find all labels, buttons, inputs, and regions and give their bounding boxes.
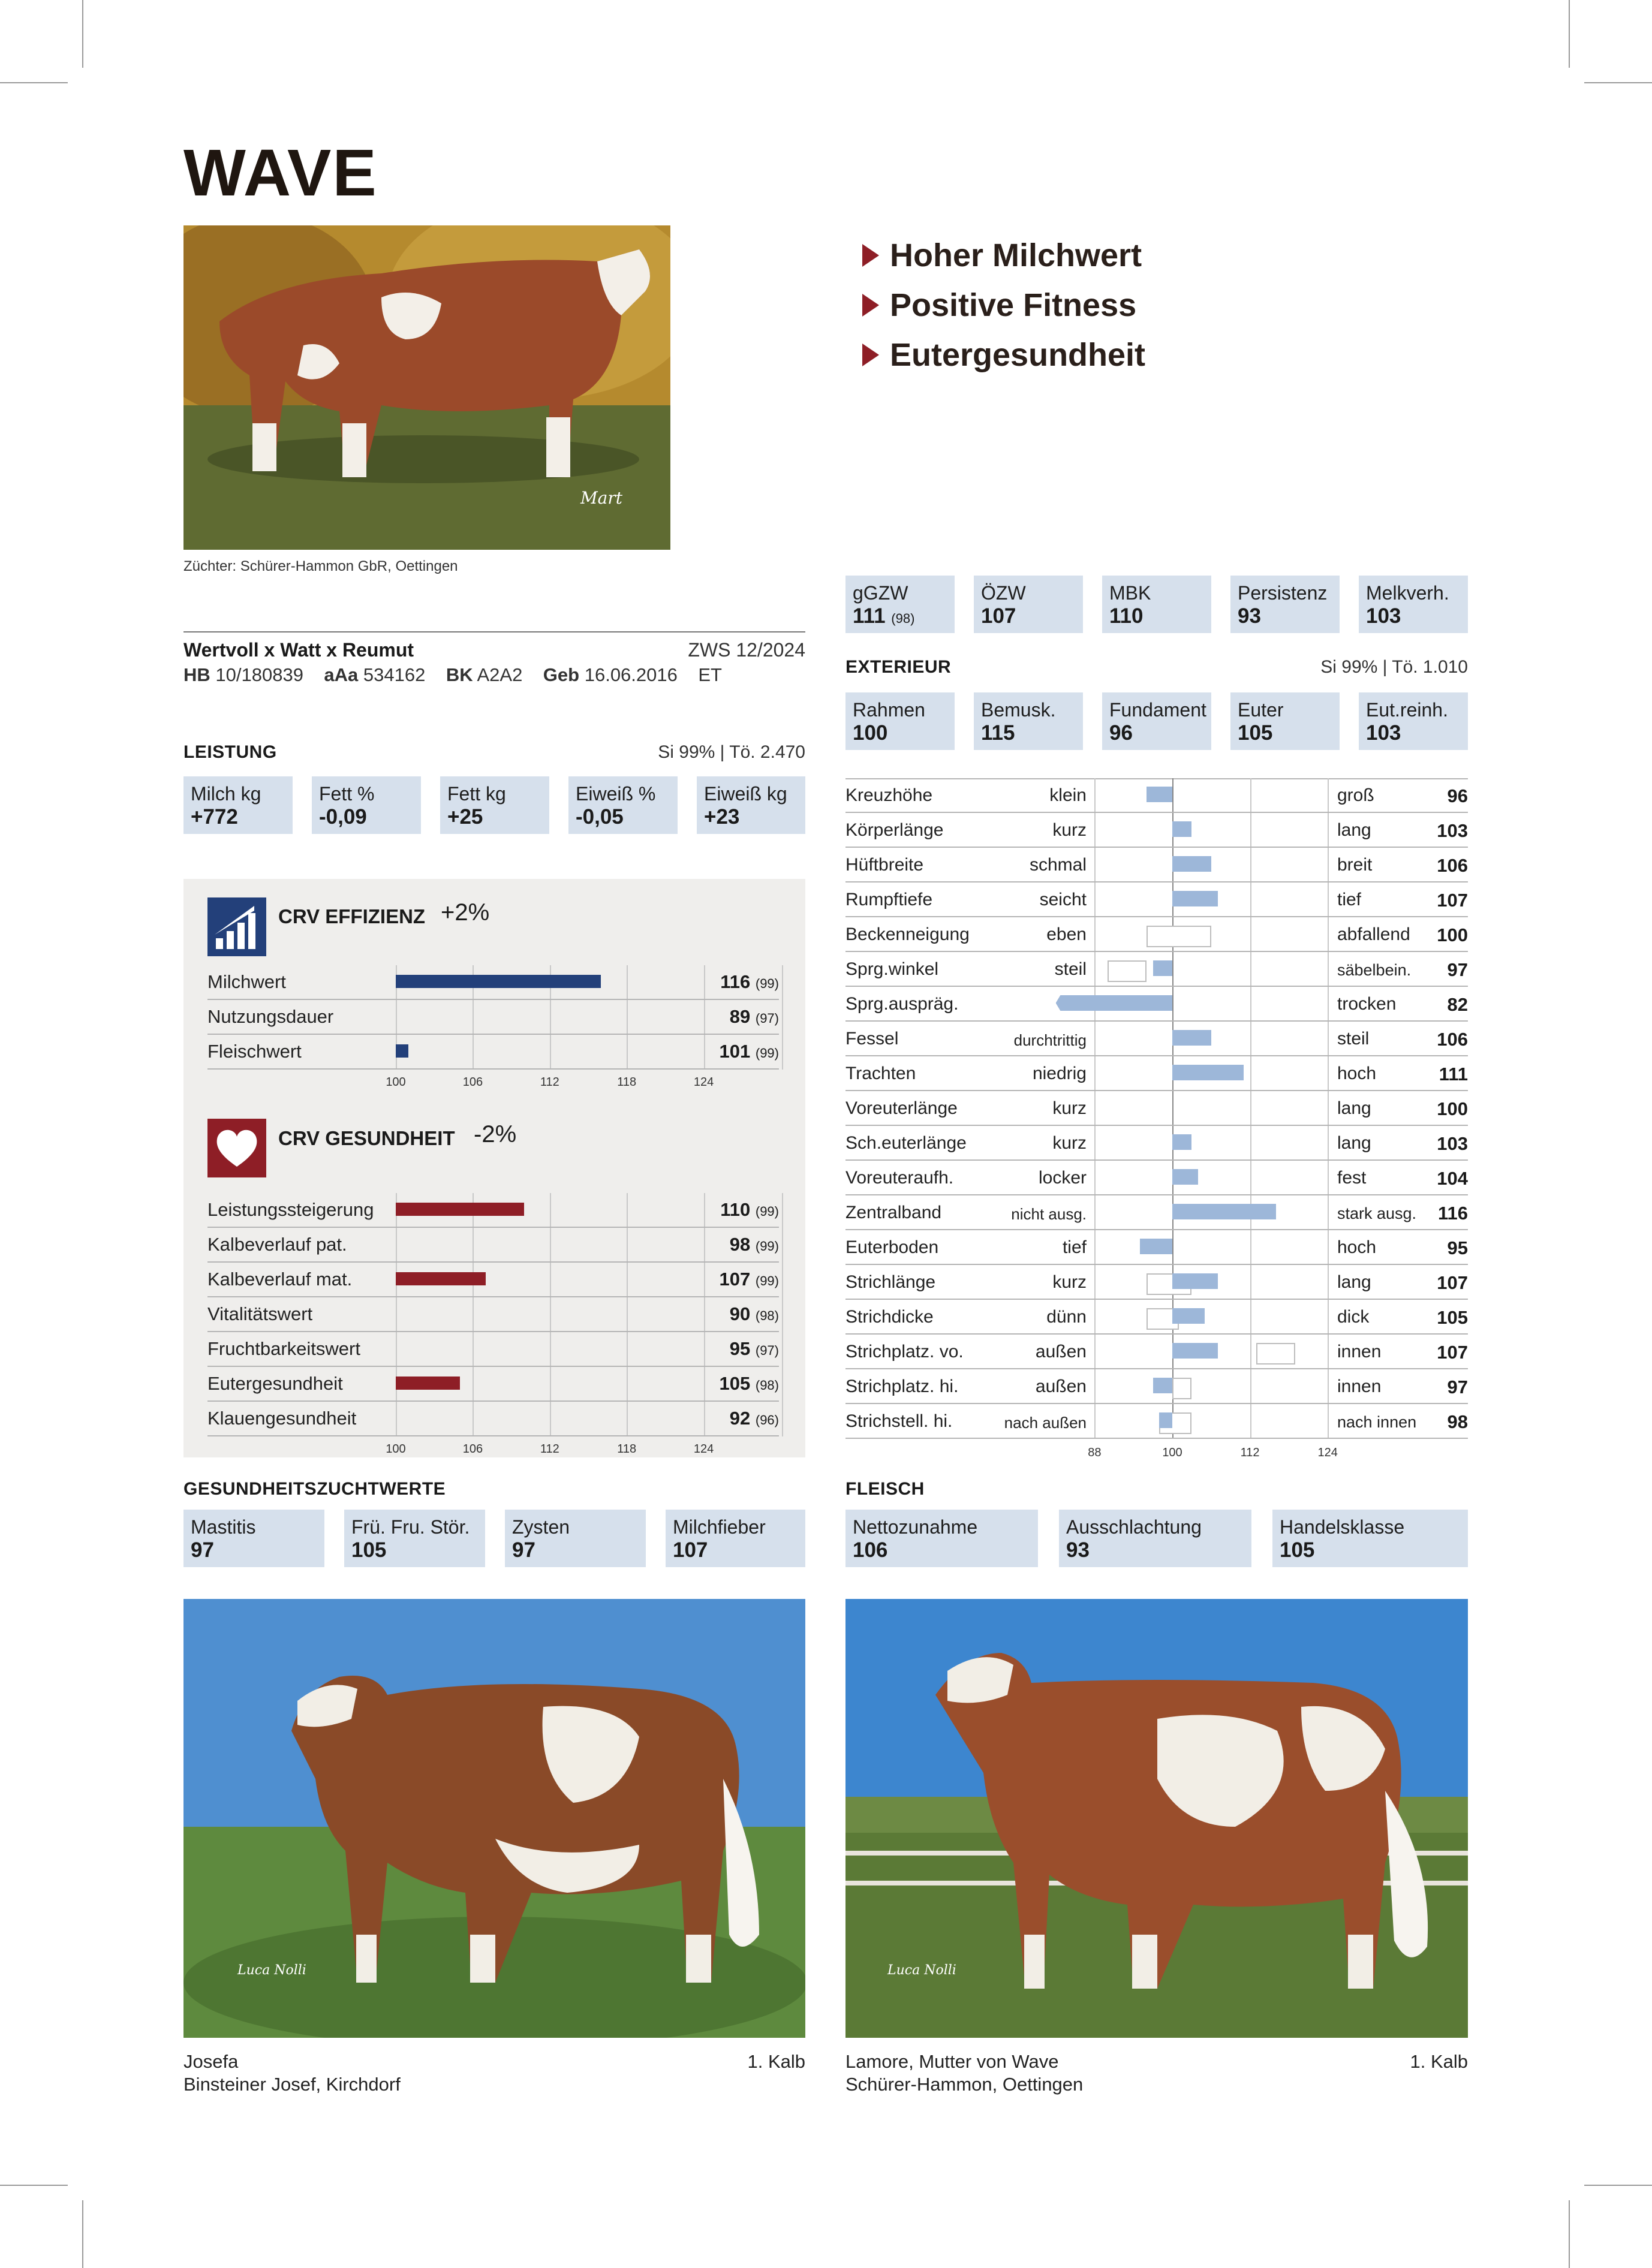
trait-value: 82: [1447, 994, 1468, 1015]
leistung-si: Si 99% | Tö. 2.470: [658, 742, 805, 762]
trait-bar: [1153, 960, 1172, 976]
row-value: 89 (97): [729, 1006, 779, 1027]
trait-bar: [1172, 1030, 1211, 1046]
trait-low-label: durchtrittig: [1013, 1031, 1087, 1049]
caption-name: Josefa: [183, 2051, 239, 2072]
axis-tick-label: 100: [386, 1076, 406, 1089]
trait-low-label: nach außen: [1004, 1414, 1087, 1432]
trait-label: Strichlänge: [845, 1272, 936, 1292]
caption-right: [845, 2050, 1083, 2096]
breeder-note: Züchter: Schürer-Hammon GbR, Oettingen: [183, 558, 458, 574]
caption-owner: Schürer-Hammon, Oettingen: [845, 2074, 1084, 2095]
exterieur-box: Euter 105: [1230, 692, 1340, 750]
crop-mark: [1584, 2185, 1652, 2186]
gesundheitszw-box: Mastitis 97: [183, 1510, 324, 1567]
trait-bar: [1140, 1239, 1172, 1254]
row-label: Nutzungsdauer: [207, 1006, 334, 1027]
axis-tick-label: 124: [693, 1076, 714, 1089]
trait-label: Körperlänge: [845, 820, 944, 840]
exterieur-box: Eut.reinh. 103: [1359, 692, 1468, 750]
trait-label: Hüftbreite: [845, 855, 924, 875]
trait-low-label: schmal: [1029, 855, 1087, 875]
trait-value: 106: [1437, 1029, 1468, 1050]
section-heading-exterieur: EXTERIEUR: [845, 657, 952, 677]
trait-label: Trachten: [845, 1064, 916, 1083]
crv-effizienz-heading: CRV EFFIZIENZ: [278, 905, 426, 927]
trait-low-label: klein: [1049, 785, 1087, 805]
trait-low-label: kurz: [1052, 1133, 1087, 1153]
exterieur-row: [845, 882, 1468, 917]
trait-high-label: hoch: [1337, 1237, 1377, 1257]
trait-label: Voreuteraufh.: [845, 1168, 954, 1188]
exterieur-box: Rahmen 100: [845, 692, 955, 750]
row-value: 95 (97): [729, 1338, 779, 1359]
leistung-box: Fett % -0,09: [312, 776, 421, 834]
crv-effizienz-pct: +2%: [441, 899, 490, 926]
axis-tick-label: 100: [1162, 1446, 1182, 1459]
trait-high-label: fest: [1337, 1168, 1367, 1188]
trait-value: 96: [1447, 785, 1468, 806]
trait-value: 107: [1437, 1342, 1468, 1363]
row-value: 90 (98): [729, 1303, 779, 1324]
trait-value: 104: [1437, 1168, 1468, 1189]
exterieur-box: Fundament 96: [1102, 692, 1211, 750]
exterieur-row: [845, 1022, 1468, 1056]
trait-value: 111: [1439, 1064, 1468, 1085]
trait-label: Euterboden: [845, 1237, 939, 1257]
caption-right-lactation: 1. Kalb: [1410, 2051, 1468, 2072]
exterieur-row: [845, 917, 1468, 952]
gesundheitszw-box: Zysten 97: [505, 1510, 646, 1567]
trait-value: 116: [1437, 1203, 1468, 1224]
row-label: Fruchtbarkeitswert: [207, 1338, 360, 1359]
photo-credit: Mart: [580, 488, 622, 508]
trait-high-label: dick: [1337, 1307, 1370, 1327]
trait-value: 100: [1437, 924, 1468, 945]
trait-high-label: stark ausg.: [1337, 1204, 1417, 1222]
bar: [396, 1203, 524, 1216]
exterieur-row: [845, 813, 1468, 848]
trait-bar: [1172, 1343, 1218, 1359]
index-box-ozw: ÖZW 107: [974, 576, 1083, 633]
section-heading-gesundheitszw: GESUNDHEITSZUCHTWERTE: [183, 1479, 446, 1499]
bar: [396, 1044, 408, 1058]
trait-high-label: abfallend: [1337, 924, 1410, 944]
trait-high-label: tief: [1337, 890, 1362, 909]
gesundheit-row: [207, 1228, 779, 1263]
exterieur-row: [845, 1404, 1468, 1439]
section-heading-leistung: LEISTUNG: [183, 742, 277, 762]
trait-value: 98: [1447, 1411, 1468, 1432]
exterieur-row: [845, 1126, 1468, 1161]
trait-value: 95: [1447, 1237, 1468, 1258]
crop-mark: [0, 82, 68, 83]
trait-low-label: tief: [1062, 1237, 1087, 1257]
row-label: Leistungssteigerung: [207, 1199, 374, 1220]
effizienz-icon: [207, 897, 266, 956]
gesundheit-row: [207, 1367, 779, 1402]
fleisch-box: Nettozunahme 106: [845, 1510, 1038, 1567]
trait-label: Sch.euterlänge: [845, 1133, 967, 1153]
trait-bar: [1172, 856, 1211, 872]
gesundheit-row: [207, 1263, 779, 1297]
row-value: 98 (99): [729, 1234, 779, 1255]
trait-low-label: außen: [1035, 1377, 1087, 1396]
row-value: 92 (96): [729, 1408, 779, 1429]
row-value: 110 (99): [720, 1199, 779, 1220]
row-label: Kalbeverlauf pat.: [207, 1234, 347, 1255]
row-value: 101 (99): [719, 1041, 779, 1062]
effizienz-row: [207, 1035, 779, 1070]
crv-gesundheit-heading: CRV GESUNDHEIT: [278, 1127, 455, 1149]
daughter-photo-left: [183, 1599, 805, 2038]
axis-tick-label: 106: [462, 1076, 483, 1089]
trait-high-label: breit: [1337, 855, 1373, 875]
photo-credit: Luca Nolli: [237, 1963, 306, 1978]
heart-icon: [207, 1119, 266, 1177]
axis-tick-label: 112: [1240, 1446, 1260, 1459]
trait-high-label: hoch: [1337, 1064, 1377, 1083]
highlight-item: Positive Fitness: [862, 287, 1136, 324]
exterieur-row: [845, 1369, 1468, 1404]
trait-label: Fessel: [845, 1029, 899, 1049]
exterieur-row: [845, 987, 1468, 1022]
trait-high-label: säbelbein.: [1337, 961, 1412, 979]
trait-bar: [1172, 821, 1191, 837]
gesundheitszw-box: Frü. Fru. Stör. 105: [344, 1510, 485, 1567]
trait-high-label: innen: [1337, 1377, 1382, 1396]
exterieur-row: [845, 1161, 1468, 1195]
fleisch-box: Handelsklasse 105: [1272, 1510, 1468, 1567]
crop-mark: [1569, 0, 1570, 68]
index-box-melkverh: Melkverh. 103: [1359, 576, 1468, 633]
trait-low-label: niedrig: [1032, 1064, 1087, 1083]
trait-high-label: innen: [1337, 1342, 1382, 1362]
gesundheit-row: [207, 1193, 779, 1228]
trait-low-label: kurz: [1052, 1098, 1087, 1118]
effizienz-row: [207, 965, 779, 1000]
trait-high-label: lang: [1337, 820, 1371, 840]
trait-low-label: seicht: [1039, 890, 1087, 909]
trait-low-label: steil: [1054, 959, 1087, 979]
trait-label: Rumpftiefe: [845, 890, 933, 909]
row-value: 105 (98): [719, 1373, 779, 1394]
leistung-box: Milch kg +772: [183, 776, 293, 834]
divider: [183, 631, 805, 632]
trait-label: Sprg.auspräg.: [845, 994, 959, 1014]
trait-label: Sprg.winkel: [845, 959, 939, 979]
trait-low-label: eben: [1046, 924, 1087, 944]
trait-high-label: groß: [1337, 785, 1374, 805]
trait-low-label: außen: [1035, 1342, 1087, 1362]
trait-bar: [1056, 995, 1172, 1011]
row-divider: [207, 1435, 779, 1436]
trait-bar: [1172, 1134, 1191, 1150]
crv-gesundheit-pct: -2%: [474, 1121, 517, 1147]
effizienz-row: [207, 1000, 779, 1035]
row-label: Eutergesundheit: [207, 1373, 343, 1394]
fleisch-box: Ausschlachtung 93: [1059, 1510, 1251, 1567]
trait-high-label: lang: [1337, 1133, 1371, 1153]
trait-bar: [1172, 1273, 1218, 1289]
trait-value: 105: [1437, 1307, 1468, 1328]
triangle-bullet-icon: [862, 244, 879, 267]
pedigree-line: Wertvoll x Watt x Reumut: [183, 639, 414, 661]
trait-low-label: locker: [1038, 1168, 1087, 1188]
triangle-bullet-icon: [862, 294, 879, 317]
trait-value: 107: [1437, 1272, 1468, 1293]
trait-low-label: nicht ausg.: [1011, 1205, 1087, 1223]
bar: [396, 1377, 460, 1390]
row-divider: [207, 1068, 779, 1070]
exterieur-row: [845, 778, 1468, 813]
trait-bar: [1172, 1169, 1198, 1185]
dam-photo-right: [845, 1599, 1468, 2038]
axis-tick-label: 100: [386, 1442, 406, 1456]
trait-low-label: kurz: [1052, 820, 1087, 840]
trait-high-label: steil: [1337, 1029, 1370, 1049]
trait-high-label: trocken: [1337, 994, 1397, 1014]
gesundheitszw-box: Milchfieber 107: [666, 1510, 805, 1567]
caption-left: [183, 2050, 401, 2096]
exterieur-box: Bemusk. 115: [974, 692, 1083, 750]
row-label: Fleischwert: [207, 1041, 302, 1062]
trait-value: 103: [1437, 820, 1468, 841]
trait-label: Strichstell. hi.: [845, 1411, 953, 1431]
leistung-box: Eiweiß kg +23: [697, 776, 805, 834]
trait-low-label: dünn: [1046, 1307, 1087, 1327]
caption-name: Lamore, Mutter von Wave: [845, 2051, 1059, 2072]
trait-label: Voreuterlänge: [845, 1098, 958, 1118]
trait-high-label: lang: [1337, 1098, 1371, 1118]
axis-tick-label: 118: [617, 1442, 637, 1456]
trait-bar: [1172, 1204, 1276, 1219]
triangle-bullet-icon: [862, 344, 879, 366]
axis-tick-label: 106: [462, 1442, 483, 1456]
trait-value: 100: [1437, 1098, 1468, 1119]
bull-photo: [183, 225, 670, 550]
crop-mark: [82, 0, 83, 68]
axis-tick-label: 112: [540, 1442, 559, 1456]
crop-mark: [1584, 82, 1652, 83]
exterieur-row: [845, 1056, 1468, 1091]
pedigree-ids: HB 10/180839 aAa 534162 BK A2A2 Geb 16.06.2016 ET: [183, 664, 722, 685]
axis-tick-label: 124: [1317, 1446, 1338, 1459]
crop-mark: [1569, 2200, 1570, 2268]
exterieur-row: [845, 1335, 1468, 1369]
trait-range-box: [1172, 1378, 1191, 1399]
gridline: [782, 965, 783, 1070]
trait-label: Beckenneigung: [845, 924, 970, 944]
trait-bar: [1147, 787, 1172, 802]
zws-date: ZWS 12/2024: [688, 639, 805, 661]
trait-high-label: nach innen: [1337, 1413, 1417, 1431]
row-label: Kalbeverlauf mat.: [207, 1269, 353, 1290]
trait-range-box: [1147, 926, 1211, 947]
trait-range-box: [1108, 960, 1147, 982]
bar: [396, 1272, 486, 1285]
row-label: Klauengesundheit: [207, 1408, 357, 1429]
section-heading-fleisch: FLEISCH: [845, 1479, 925, 1499]
exterieur-row: [845, 952, 1468, 987]
row-label: Vitalitätswert: [207, 1303, 313, 1324]
exterieur-row: [845, 1091, 1468, 1126]
trait-low-label: kurz: [1052, 1272, 1087, 1292]
row-divider: [845, 1438, 1468, 1439]
caption-owner: Binsteiner Josef, Kirchdorf: [183, 2074, 401, 2095]
trait-label: Zentralband: [845, 1203, 942, 1222]
caption-left-lactation: 1. Kalb: [747, 2051, 805, 2072]
axis-tick-label: 112: [540, 1076, 559, 1089]
photo-credit: Luca Nolli: [887, 1963, 956, 1978]
trait-value: 103: [1437, 1133, 1468, 1154]
exterieur-row: [845, 1230, 1468, 1265]
trait-range-box: [1256, 1343, 1295, 1365]
gesundheit-row: [207, 1332, 779, 1367]
exterieur-row: [845, 1195, 1468, 1230]
row-label: Milchwert: [207, 971, 286, 992]
index-box-ggzw: gGZW 111 (98): [845, 576, 955, 633]
trait-bar: [1159, 1412, 1172, 1428]
index-box-persistenz: Persistenz 93: [1230, 576, 1340, 633]
crop-mark: [0, 2185, 68, 2186]
exterieur-row: [845, 1265, 1468, 1300]
page-title: WAVE: [183, 136, 378, 210]
row-value: 107 (99): [719, 1269, 779, 1290]
highlight-item: Hoher Milchwert: [862, 237, 1142, 274]
highlight-item: Eutergesundheit: [862, 336, 1145, 374]
gridline: [782, 1193, 783, 1436]
row-value: 116 (99): [720, 971, 779, 992]
trait-value: 107: [1437, 890, 1468, 911]
trait-bar: [1172, 1065, 1244, 1080]
trait-label: Kreuzhöhe: [845, 785, 933, 805]
trait-bar: [1172, 891, 1218, 906]
trait-bar: [1172, 1308, 1205, 1324]
exterieur-row: [845, 1300, 1468, 1335]
axis-tick-label: 118: [617, 1076, 637, 1089]
trait-label: Strichdicke: [845, 1307, 934, 1327]
trait-label: Strichplatz. vo.: [845, 1342, 964, 1362]
crop-mark: [82, 2200, 83, 2268]
axis-tick-label: 88: [1088, 1446, 1102, 1459]
trait-value: 106: [1437, 855, 1468, 876]
leistung-box: Eiweiß % -0,05: [568, 776, 678, 834]
leistung-box: Fett kg +25: [440, 776, 549, 834]
gesundheit-row: [207, 1297, 779, 1332]
bar: [396, 975, 601, 988]
trait-bar: [1153, 1378, 1172, 1393]
trait-value: 97: [1447, 959, 1468, 980]
gesundheit-row: [207, 1402, 779, 1436]
trait-high-label: lang: [1337, 1272, 1371, 1292]
exterieur-si: Si 99% | Tö. 1.010: [1320, 657, 1468, 677]
index-box-mbk: MBK 110: [1102, 576, 1211, 633]
trait-label: Strichplatz. hi.: [845, 1377, 959, 1396]
exterieur-row: [845, 848, 1468, 882]
axis-tick-label: 124: [693, 1442, 714, 1456]
trait-value: 97: [1447, 1377, 1468, 1397]
